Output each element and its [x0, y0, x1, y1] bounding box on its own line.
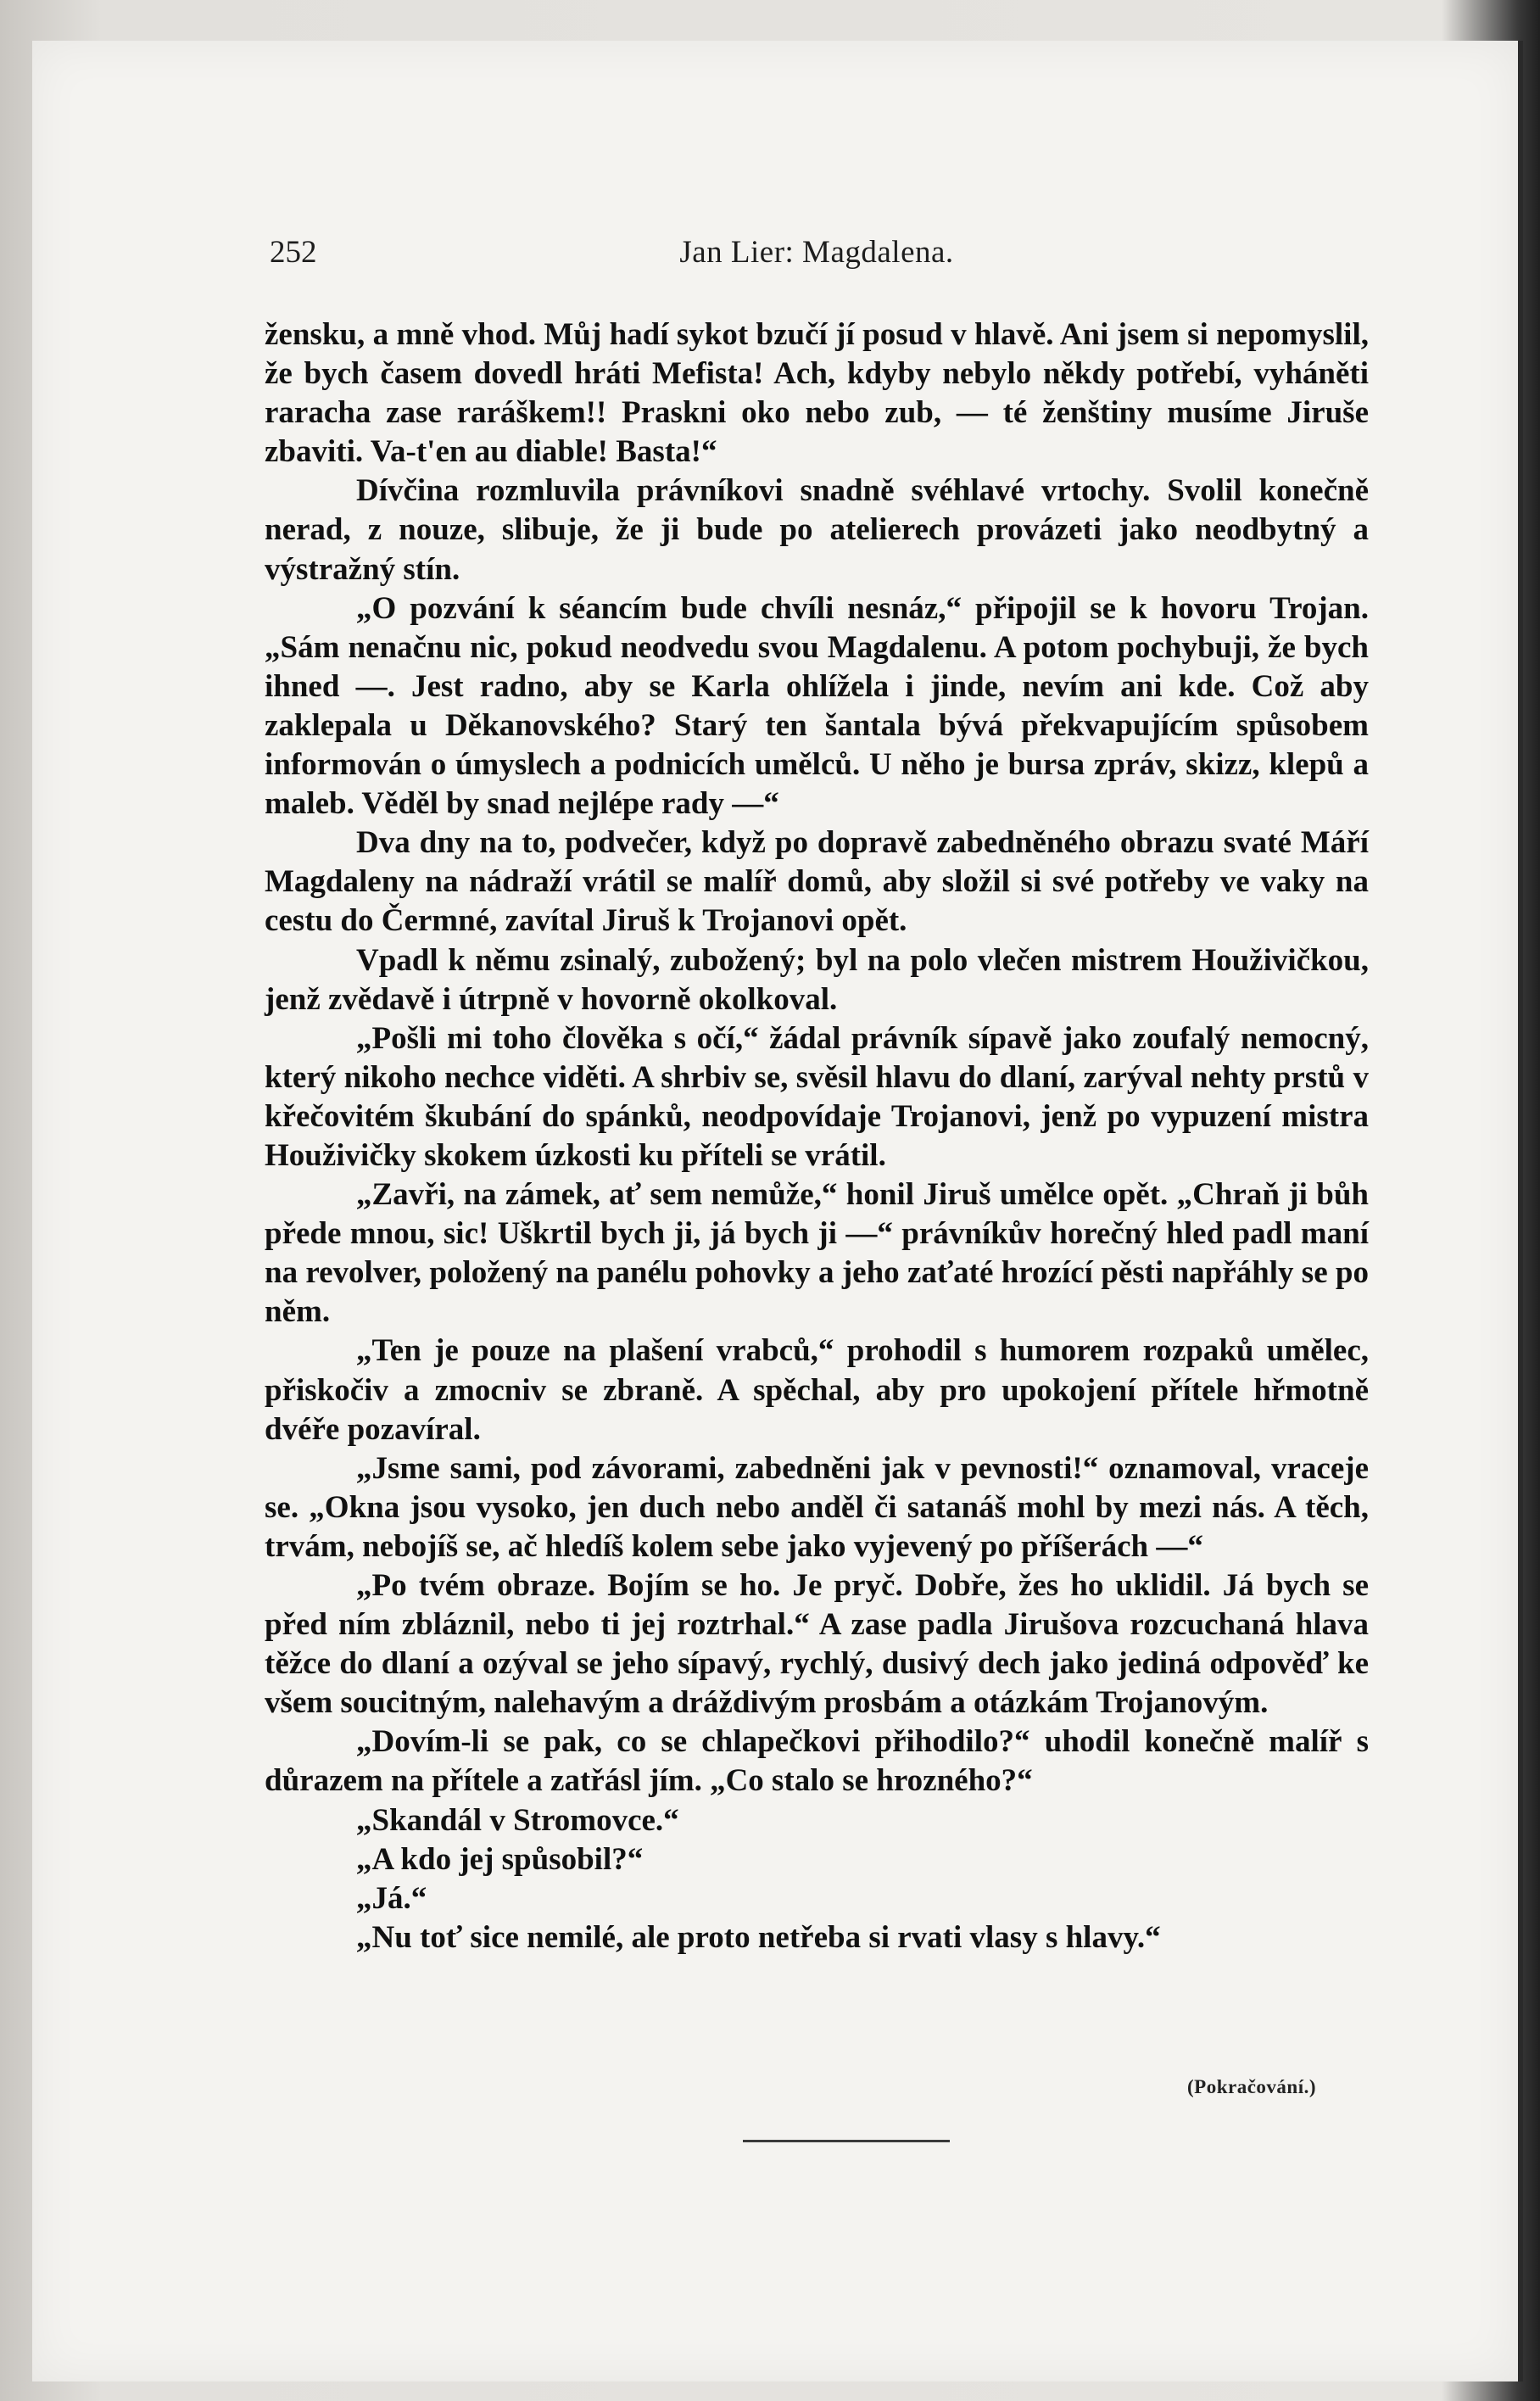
paragraph: „A kdo jej spůsobil?“: [356, 1841, 644, 1877]
paragraph: Vpadl k němu zsinalý, zubožený; byl na polo vlečen mistrem Houživičkou, jenž zvědavě i útrpně v hovorně okolkoval.: [265, 942, 1369, 1017]
paragraph: „Zavři, na zámek, ať sem nemůže,“ honil Jiruš umělce opět. „Chraň ji bůh přede mnou, sic! Uškrtil bych ji, já bych ji —“ právníkův horečný hled padl maní na revolver, položený na panélu pohovky a jeho zaťaté hrozící pěsti napřáhly se po něm.: [265, 1177, 1369, 1330]
paragraph: Dva dny na to, podvečer, když po dopravě zabedněného obrazu svaté Máří Magdaleny na nádraží vrátil se malíř domů, aby složil si své potřeby ve vaky na cestu do Čermné, zavítal Jiruš k Trojanovi opět.: [265, 825, 1369, 939]
paragraph: „Já.“: [356, 1880, 427, 1916]
paragraph: „Nu toť sice nemilé, ale proto netřeba si rvati vlasy s hlavy.“: [356, 1919, 1161, 1955]
page-number: 252: [270, 235, 317, 270]
paragraph: „Ten je pouze na plašení vrabců,“ prohodil s humorem rozpaků umělec, přiskočiv a zmocniv se zbraně. A spěchal, aby pro upokojení přítele hřmotně dvéře pozavíral.: [265, 1333, 1369, 1447]
paragraph: Dívčina rozmluvila právníkovi snadně svéhlavé vrtochy. Svolil konečně nerad, z nouze, slibuje, že ji bude po atelierech provázeti jako neodbytný a výstražný stín.: [265, 473, 1369, 587]
paragraph: „Skandál v Stromovce.“: [356, 1802, 679, 1838]
paragraph: „Jsme sami, pod závorami, zabedněni jak v pevnosti!“ oznamoval, vraceje se. „Okna jsou vysoko, jen duch nebo anděl či satanáš mohl by mezi nás. A těch, trvám, nebojíš se, ač hledíš kolem sebe jako vyjevený po příšerách —“: [265, 1450, 1369, 1564]
running-head: Jan Lier: Magdalena.: [679, 235, 954, 270]
body-text: [265, 315, 1369, 1957]
paragraph: „Pošli mi toho člověka s očí,“ žádal právník sípavě jako zoufalý nemocný, který nikoho nechce viděti. A shrbiv se, svěsil hlavu do dlaní, zarýval nehty prstů v křečovitém škubání do spánků, neodpovídaje Trojanovi, jenž po vypuzení mistra Houživičky skokem úzkosti ku příteli se vrátil.: [265, 1020, 1369, 1173]
page-header: [270, 229, 1364, 280]
continued-note: (Pokračování.): [1187, 2076, 1317, 2097]
end-rule: [743, 2140, 950, 2142]
paragraph: žensku, a mně vhod. Můj hadí sykot bzučí jí posud v hlavě. Ani jsem si nepomyslil, že bych časem dovedl hráti Mefista! Ach, kdyby nebylo někdy potřebí, vyháněti raracha zase raráškem!! Praskni oko nebo zub, — té ženštiny musíme Jiruše zbaviti. Va-t'en au diable! Basta!“: [265, 317, 1369, 470]
paragraph: „O pozvání k séancím bude chvíli nesnáz,“ připojil se k hovoru Trojan. „Sám nenačnu nic, pokud neodvedu svou Magdalenu. A potom pochybuji, že bych ihned —. Jest radno, aby se Karla ohlížela i jinde, nevím ani kde. Což aby zaklepala u Děkanovského? Starý ten šantala bývá překvapujícím spůsobem informován o úmyslech a podnicích umělců. U něho je bursa zpráv, skizz, klepů a maleb. Věděl by snad nejlépe rady —“: [265, 590, 1369, 822]
paragraph: „Dovím-li se pak, co se chlapečkovi přihodilo?“ uhodil konečně malíř s důrazem na přítele a zatřásl jím. „Co stalo se hrozného?“: [265, 1724, 1369, 1799]
paragraph: „Po tvém obraze. Bojím se ho. Je pryč. Dobře, žes ho uklidil. Já bych se před ním zbláznil, nebo ti jej roztrhal.“ A zase padla Jirušova rozcuchaná hlava těžce do dlaní a ozýval se jeho sípavý, rychlý, dusivý dech jako jediná odpověď ke všem soucitným, nalehavým a dráždivým prosbám a otázkám Trojanovým.: [265, 1568, 1369, 1721]
